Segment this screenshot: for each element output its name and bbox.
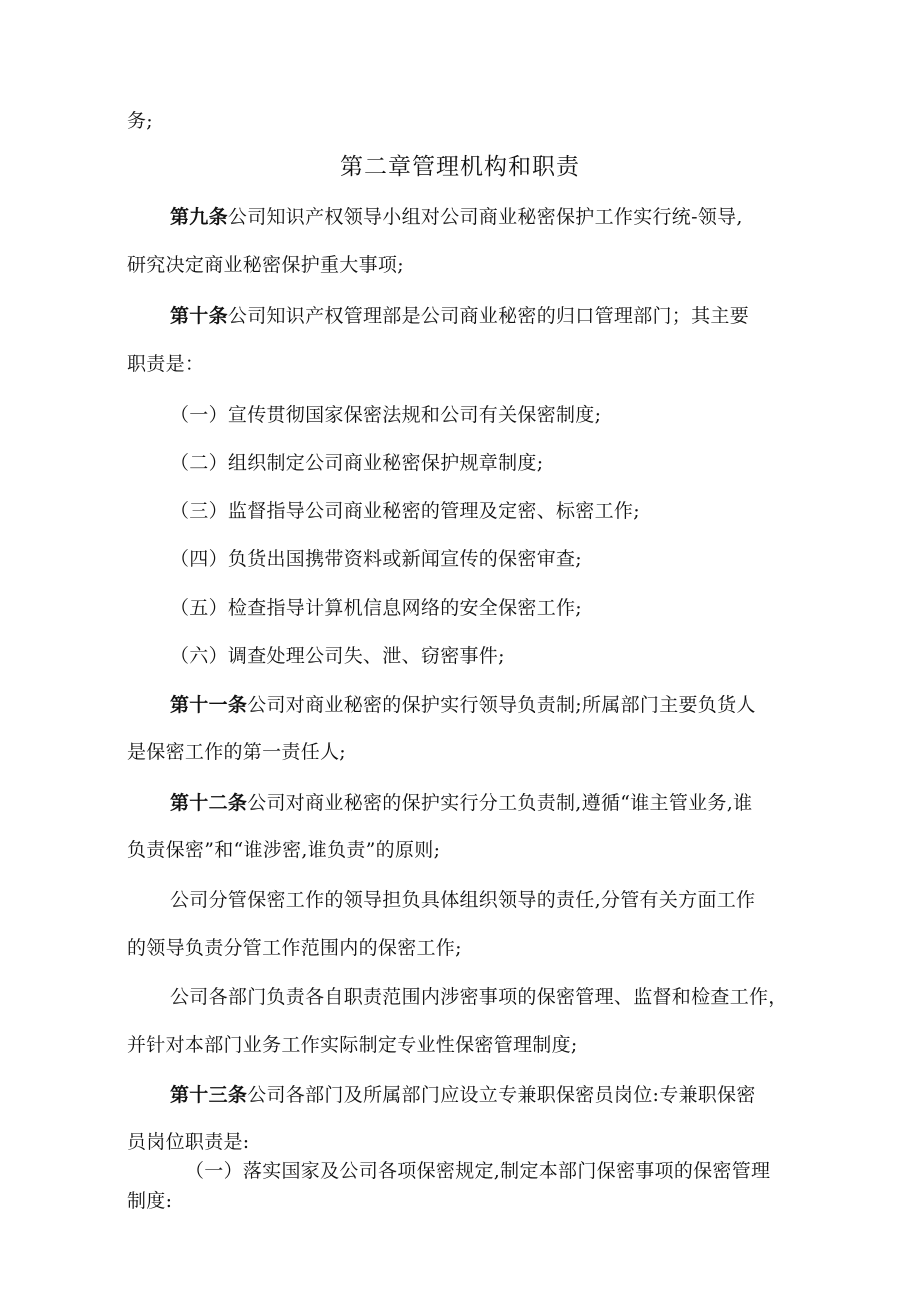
paragraph-2-line-2: 并针对本部门业务工作实际制定专业性保密管理制度; <box>127 1034 578 1056</box>
article-11-text: 公司对商业秘密的保护实行领导负责制;所属部门主要负货人 <box>247 694 756 716</box>
list-item-1: （一）宣传贯彻国家保密法规和公司有关保密制度; <box>170 404 602 426</box>
article-10-line-2: 职责是： <box>127 353 205 375</box>
list-item-6: （六）调查处理公司失、泄、窃密事件; <box>170 645 505 667</box>
paragraph-1-line-2: 的领导负责分管工作范围内的保密工作; <box>127 937 462 959</box>
article-9-line-1 <box>170 205 743 229</box>
article-10-label: 第十条 <box>170 305 228 327</box>
article-13-text: 公司各部门及所属部门应设立专兼职保密员岗位:专兼职保密 <box>247 1084 756 1106</box>
article-12-label: 第十二条 <box>170 792 248 814</box>
text-line: 务; <box>127 110 154 132</box>
chapter-heading: 第二章管理机构和职责 <box>340 154 580 180</box>
paragraph-2-line-1: 公司各部门负责各自职责范围内涉密事项的保密管理、监督和检查工作， <box>170 986 788 1008</box>
article-12-text: 公司对商业秘密的保护实行分工负责制,遵循“谁主管业务,谁 <box>247 792 753 814</box>
article-13-line-2: 员岗位职责是: <box>127 1131 250 1153</box>
article-12-line-1 <box>170 791 752 815</box>
list-item-5: （五）检查指导计算机信息网络的安全保密工作; <box>170 597 583 619</box>
list-item-4: （四）负货出国携带资料或新闻宣传的保密审查; <box>170 548 583 570</box>
duty-item-1-line-1: （一）落实国家及公司各项保密规定,制定本部门保密事项的保密管理 <box>185 1160 771 1182</box>
list-item-3: （三）监督指导公司商业秘密的管理及定密、标密工作; <box>170 500 640 522</box>
article-9-text: 公司知识产权领导小组对公司商业秘密保护工作实行统-领导, <box>227 206 743 228</box>
article-11-line-2: 是保密工作的第一责任人; <box>127 741 347 763</box>
article-10-line-1 <box>170 304 749 328</box>
article-11-line-1 <box>170 693 756 717</box>
article-10-text: 公司知识产权管理部是公司商业秘密的归口管理部门；其主要 <box>227 305 750 327</box>
paragraph-1-line-1: 公司分管保密工作的领导担负具体组织领导的责任,分管有关方面工作 <box>170 889 756 911</box>
duty-item-1-line-2: 制度: <box>127 1190 173 1212</box>
list-item-2: （二）组织制定公司商业秘密保护规章制度; <box>170 452 544 474</box>
article-11-label: 第十一条 <box>170 694 248 716</box>
article-9-label: 第九条 <box>170 206 228 228</box>
article-9-line-2: 研究决定商业秘密保护重大事项; <box>127 254 404 276</box>
article-12-line-2: 负责保密”和“谁涉密,谁负责”的原则; <box>127 839 441 861</box>
article-13-line-1 <box>170 1083 756 1107</box>
article-13-label: 第十三条 <box>170 1084 248 1106</box>
